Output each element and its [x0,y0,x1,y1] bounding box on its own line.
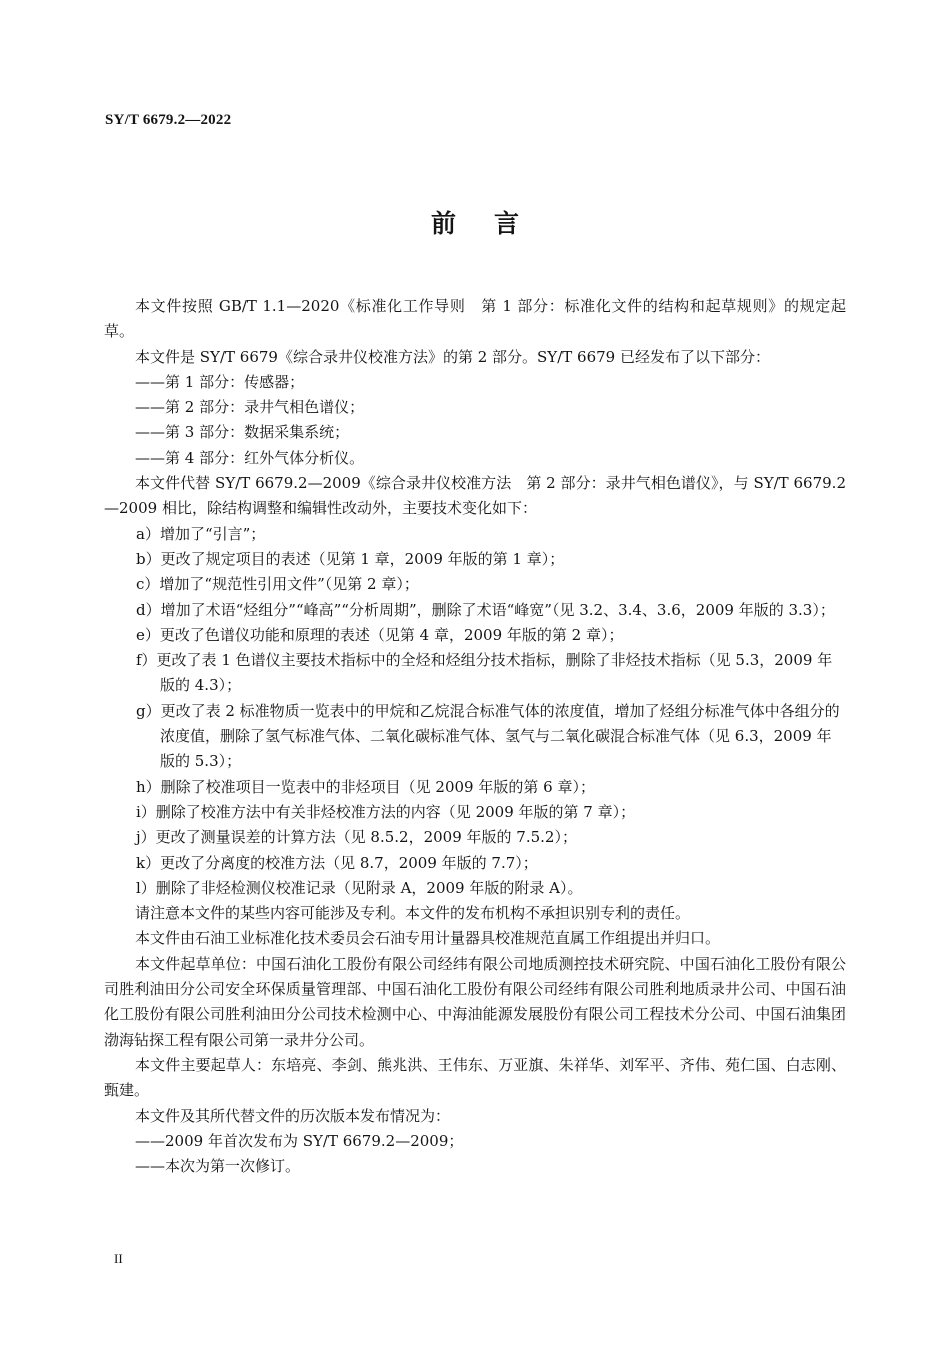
change-item: e）更改了色谱仪功能和原理的表述（见第 4 章，2009 年版的第 2 章）； [136,625,624,644]
change-item: b）更改了规定项目的表述（见第 1 章，2009 年版的第 1 章）； [136,549,565,568]
page-title: 前言 [430,209,557,238]
paragraph-drafting-rules: 本文件按照 GB/T 1.1—2020《标准化工作导则 第 1 部分：标准化文件的结构和起草规则》的规定起草。 [104,297,846,341]
foreword-body [104,294,846,1179]
paragraph-drafting-units: 本文件起草单位：中国石油化工股份有限公司经纬有限公司地质测控技术研究院、中国石油化工股份有限公司胜利油田分公司安全环保质量管理部、中国石油化工股份有限公司经纬有限公司胜利地质录井公司、中国石油化工股份有限公司胜利油田分公司技术检测中心、中海油能源发展股份有限公司工程技术分公司、中国石油集团渤海钻探工程有限公司第一录井分公司。 [104,954,846,1049]
change-item: a）增加了“引言”； [136,524,266,543]
list-item: ——2009 年首次发布为 SY/T 6679.2—2009； [135,1131,464,1150]
list-item: ——第 2 部分：录井气相色谱仪； [135,398,365,417]
list-item: ——第 1 部分：传感器； [135,372,305,391]
page-number: II [114,1251,123,1266]
change-item: g）更改了表 2 标准物质一览表中的甲烷和乙烷混合标准气体的浓度值，增加了烃组分标准气体中各组分的浓度值，删除了氢气标准气体、二氧化碳标准气体、氢气与二氧化碳混合标准气体（见 6.3，2009 年版的 5.3）； [136,701,840,771]
list-item: ——第 4 部分：红外气体分析仪。 [135,448,365,467]
change-item: i）删除了校准方法中有关非烃校准方法的内容（见 2009 年版的第 7 章）； [136,802,636,821]
paragraph-replacement: 本文件代替 SY/T 6679.2—2009《综合录井仪校准方法 第 2 部分：录井气相色谱仪》，与 SY/T 6679.2—2009 相比，除结构调整和编辑性改动外，主要技术变化如下： [104,474,846,518]
paragraph-patent-notice: 请注意本文件的某些内容可能涉及专利。本文件的发布机构不承担识别专利的责任。 [135,904,691,923]
standard-code: SY/T 6679.2—2022 [105,112,232,128]
list-item: ——第 3 部分：数据采集系统； [135,423,350,442]
change-item: f）更改了表 1 色谱仪主要技术指标中的全烃和烃组分技术指标，删除了非烃技术指标（见 5.3，2009 年版的 4.3）； [136,651,833,695]
change-item: j）更改了测量误差的计算方法（见 8.5.2，2009 年版的 7.5.2）； [136,828,577,847]
change-item: l）删除了非烃检测仪校准记录（见附录 A，2009 年版的附录 A）。 [136,878,583,897]
change-item: k）更改了分离度的校准方法（见 8.7，2009 年版的 7.7）； [136,853,538,872]
change-item: c）增加了“规范性引用文件”（见第 2 章）； [136,575,419,594]
paragraph-proposer: 本文件由石油工业标准化技术委员会石油专用计量器具校准规范直属工作组提出并归口。 [135,929,721,948]
paragraph-series: 本文件是 SY/T 6679《综合录井仪校准方法》的第 2 部分。SY/T 6679 已经发布了以下部分： [135,347,770,366]
paragraph-drafters: 本文件主要起草人：东培亮、李剑、熊兆洪、王伟东、万亚旗、朱祥华、刘军平、齐伟、苑仁国、白志刚、甄建。 [104,1055,846,1100]
change-item: h）删除了校准项目一览表中的非烃项目（见 2009 年版的第 6 章）； [136,777,595,796]
list-item: ——本次为第一次修订。 [135,1157,301,1176]
paragraph-history-intro: 本文件及其所代替文件的历次版本发布情况为： [135,1106,451,1125]
change-item: d）增加了术语“烃组分”“峰高”“分析周期”，删除了术语“峰宽”（见 3.2、3.4、3.6，2009 年版的 3.3）； [136,600,835,619]
